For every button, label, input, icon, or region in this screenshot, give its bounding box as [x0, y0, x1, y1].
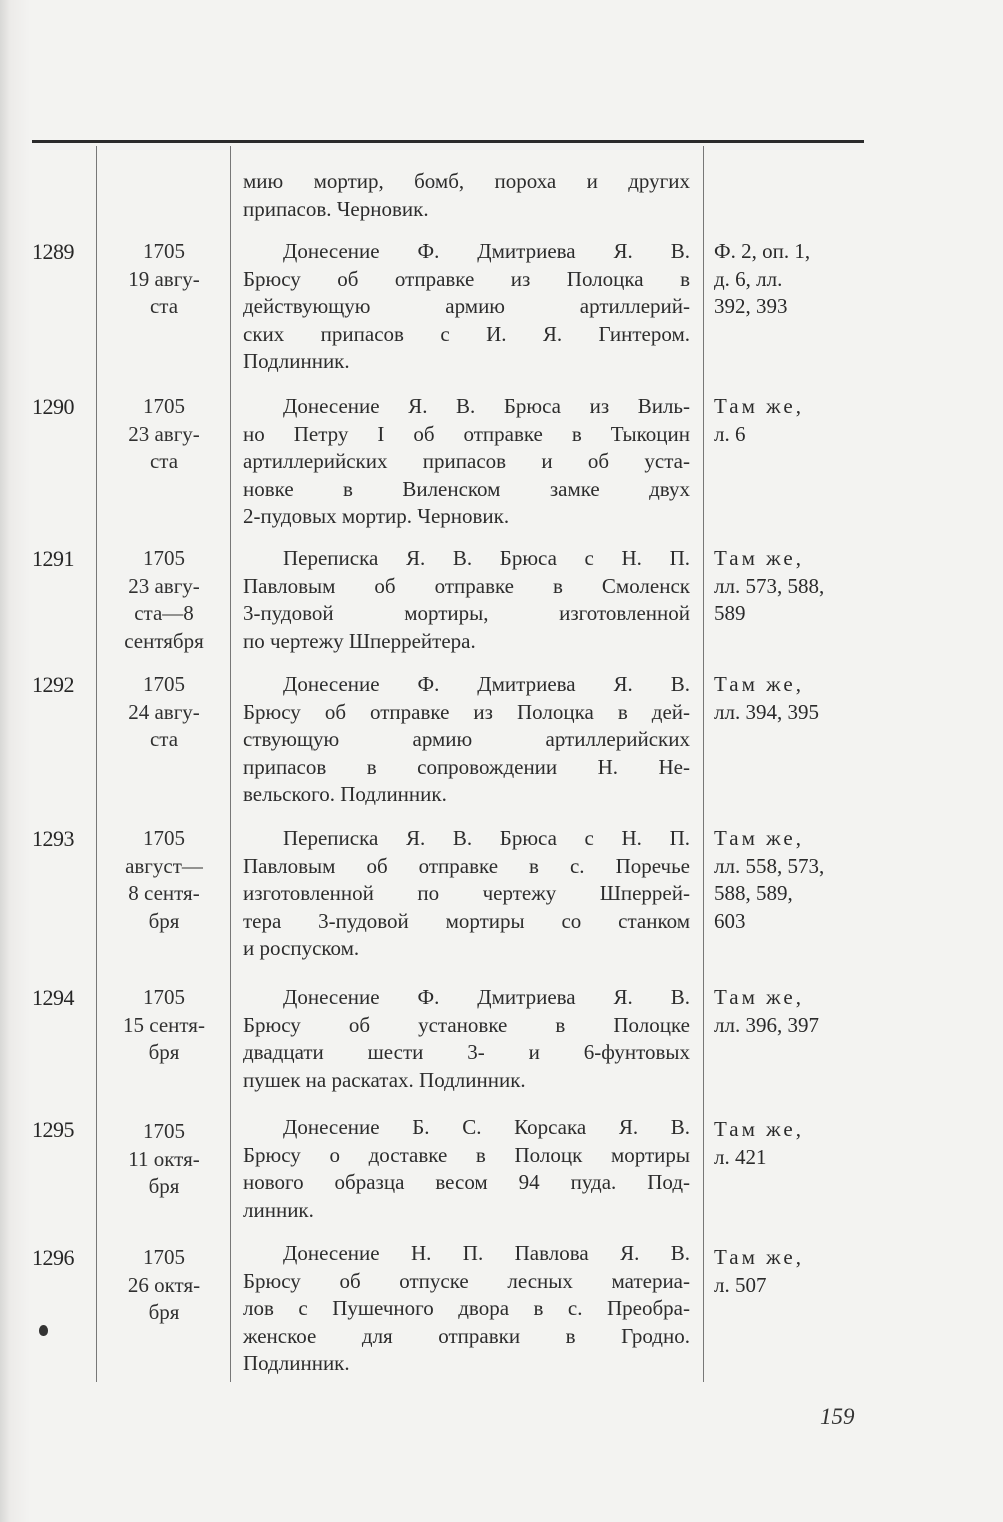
entry-archive-reference: [714, 545, 864, 628]
entry-number: 1294: [32, 985, 74, 1010]
description-line: ствующую армию артиллерийских: [243, 727, 690, 752]
date-line: бря: [148, 1300, 180, 1324]
description-line: новке в Виленском замке двух: [243, 476, 690, 501]
description-line: Донесение Б. С. Корсака Я. В.: [283, 1115, 690, 1139]
ink-blot-mark: [39, 1325, 48, 1336]
date-line: ста: [149, 727, 179, 751]
entry-description: [243, 1240, 690, 1378]
description-line: и роспуском.: [243, 936, 360, 961]
description-line: по чертежу Шперрейтера.: [243, 628, 476, 653]
reference-line: лл. 573, 588,: [714, 573, 825, 598]
entry-description: [243, 393, 690, 531]
description-line: Брюсу об отправке из Полоцка в: [243, 266, 690, 291]
description-line: Брюсу об установке в Полоцке: [243, 1012, 690, 1037]
reference-line: 603: [714, 908, 746, 933]
entry-description: [243, 984, 690, 1094]
description-line: Донесение Ф. Дмитриева Я. В.: [283, 985, 690, 1009]
date-line: сентября: [124, 628, 204, 653]
entry-number: 1290: [32, 394, 74, 419]
date-line: бря: [148, 1174, 180, 1198]
description-line: Брюсу об отправке из Полоцка в дей-: [243, 699, 690, 724]
entry-date: [104, 671, 224, 754]
date-line: 1705: [143, 239, 185, 263]
date-line: 23 авгу-: [128, 573, 200, 598]
description-line: Донесение Ф. Дмитриева Я. В.: [283, 672, 690, 696]
description-line: мию мортир, бомб, пороха и других: [243, 169, 690, 193]
description-line: тера 3-пудовой мортиры со станком: [243, 908, 690, 933]
date-line: 8 сентя-: [128, 881, 200, 905]
description-line: вельского. Подлинник.: [243, 782, 447, 807]
description-line: 3-пудовой мортиры, изготовленной: [243, 601, 690, 626]
date-line: 23 авгу-: [128, 421, 200, 446]
entry-date: [104, 984, 224, 1067]
entry-number: 1291: [32, 546, 74, 571]
entry-number: 1293: [32, 826, 74, 851]
description-line: Переписка Я. В. Брюса с Н. П.: [283, 546, 690, 570]
date-line: 1705: [143, 1119, 185, 1143]
reference-line: л. 6: [714, 421, 746, 446]
date-line: бря: [148, 1040, 180, 1064]
description-line: Павловым об отправке в с. Поречье: [243, 853, 690, 878]
date-line: 1705: [143, 985, 185, 1009]
entry-archive-reference: [714, 671, 864, 726]
column-divider-number: [96, 146, 97, 1382]
entry-description: [243, 238, 690, 376]
entry-description: [243, 671, 690, 809]
entry-description: [243, 825, 690, 963]
entry-number: 1289: [32, 239, 74, 264]
date-line: 1705: [143, 672, 185, 696]
reference-line: 589: [714, 601, 746, 626]
date-line: бря: [148, 908, 180, 933]
description-line: припасов в сопровождении Н. Не-: [243, 754, 690, 779]
entry-date: [104, 1244, 224, 1327]
entry-date: [104, 238, 224, 321]
date-line: 15 сентя-: [123, 1012, 205, 1037]
column-divider-date: [230, 146, 231, 1382]
entry-date: [104, 393, 224, 476]
reference-line: л. 507: [714, 1272, 767, 1297]
date-line: ста: [149, 449, 179, 473]
reference-line: л. 421: [714, 1144, 767, 1169]
description-line: ских припасов с И. Я. Гинтером.: [243, 321, 690, 346]
entry-date: [104, 1118, 224, 1201]
entry-date: [104, 545, 224, 655]
reference-line: Там же,: [714, 826, 804, 850]
description-line: пушек на раскатах. Подлинник.: [243, 1067, 526, 1092]
description-line: Донесение Н. П. Павлова Я. В.: [283, 1241, 690, 1265]
description-line: Донесение Ф. Дмитриева Я. В.: [283, 239, 690, 263]
table-top-rule: [32, 140, 864, 143]
description-line: Павловым об отправке в Смоленск: [243, 573, 690, 598]
description-line: Донесение Я. В. Брюса из Виль-: [283, 394, 690, 418]
entry-archive-reference: [714, 393, 864, 448]
description-line: Подлинник.: [243, 1351, 350, 1376]
date-line: 1705: [143, 1245, 185, 1269]
entry-archive-reference: [714, 984, 864, 1039]
description-line: линник.: [243, 1197, 314, 1222]
description-line: Брюсу об отпуске лесных материа-: [243, 1268, 690, 1293]
entry-number: 1295: [32, 1117, 74, 1142]
reference-line: Там же,: [714, 985, 804, 1009]
description-line: Переписка Я. В. Брюса с Н. П.: [283, 826, 690, 850]
reference-line: лл. 558, 573,: [714, 853, 825, 878]
description-line: женское для отправки в Гродно.: [243, 1323, 690, 1348]
reference-line: Там же,: [714, 1245, 804, 1269]
description-line: нового образца весом 94 пуда. Под-: [243, 1170, 690, 1195]
entry-description: [243, 1114, 690, 1224]
entry-description: [243, 545, 690, 655]
date-line: август—: [125, 853, 203, 878]
reference-line: Там же,: [714, 672, 804, 696]
continuation-description: [243, 168, 690, 223]
reference-line: Там же,: [714, 1117, 804, 1141]
description-line: действующую армию артиллерий-: [243, 294, 690, 319]
description-line: Подлинник.: [243, 349, 350, 374]
reference-line: Там же,: [714, 394, 804, 418]
entry-archive-reference: [714, 238, 864, 321]
reference-line: д. 6, лл.: [714, 266, 783, 291]
entry-archive-reference: [714, 1116, 864, 1171]
description-line: лов с Пушечного двора в с. Преобра-: [243, 1296, 690, 1321]
description-line: припасов. Черновик.: [243, 196, 429, 221]
reference-line: лл. 396, 397: [714, 1012, 819, 1037]
entry-number: 1292: [32, 672, 74, 697]
date-line: 24 авгу-: [128, 699, 200, 724]
reference-line: Там же,: [714, 546, 804, 570]
date-line: 1705: [143, 826, 185, 850]
description-line: но Петру I об отправке в Тыкоцин: [243, 421, 690, 446]
date-line: 1705: [143, 394, 185, 418]
reference-line: 392, 393: [714, 294, 788, 319]
reference-line: Ф. 2, оп. 1,: [714, 239, 811, 263]
description-line: Брюсу о доставке в Полоцк мортиры: [243, 1142, 690, 1167]
description-line: артиллерийских припасов и об уста-: [243, 449, 690, 474]
entry-date: [104, 825, 224, 935]
description-line: изготовленной по чертежу Шперрей-: [243, 881, 690, 906]
reference-line: лл. 394, 395: [714, 699, 819, 724]
date-line: ста—8: [134, 601, 194, 625]
page-number: 159: [820, 1404, 855, 1429]
date-line: ста: [149, 294, 179, 318]
description-line: 2-пудовых мортир. Черновик.: [243, 504, 510, 529]
column-divider-description: [703, 146, 704, 1382]
reference-line: 588, 589,: [714, 881, 793, 906]
description-line: двадцати шести 3- и 6-фунтовых: [243, 1040, 690, 1065]
date-line: 26 октя-: [127, 1272, 201, 1297]
entry-archive-reference: [714, 825, 864, 935]
date-line: 11 октя-: [128, 1146, 200, 1171]
date-line: 1705: [143, 546, 185, 570]
entry-number: 1296: [32, 1245, 74, 1270]
entry-archive-reference: [714, 1244, 864, 1299]
date-line: 19 авгу-: [128, 266, 200, 291]
